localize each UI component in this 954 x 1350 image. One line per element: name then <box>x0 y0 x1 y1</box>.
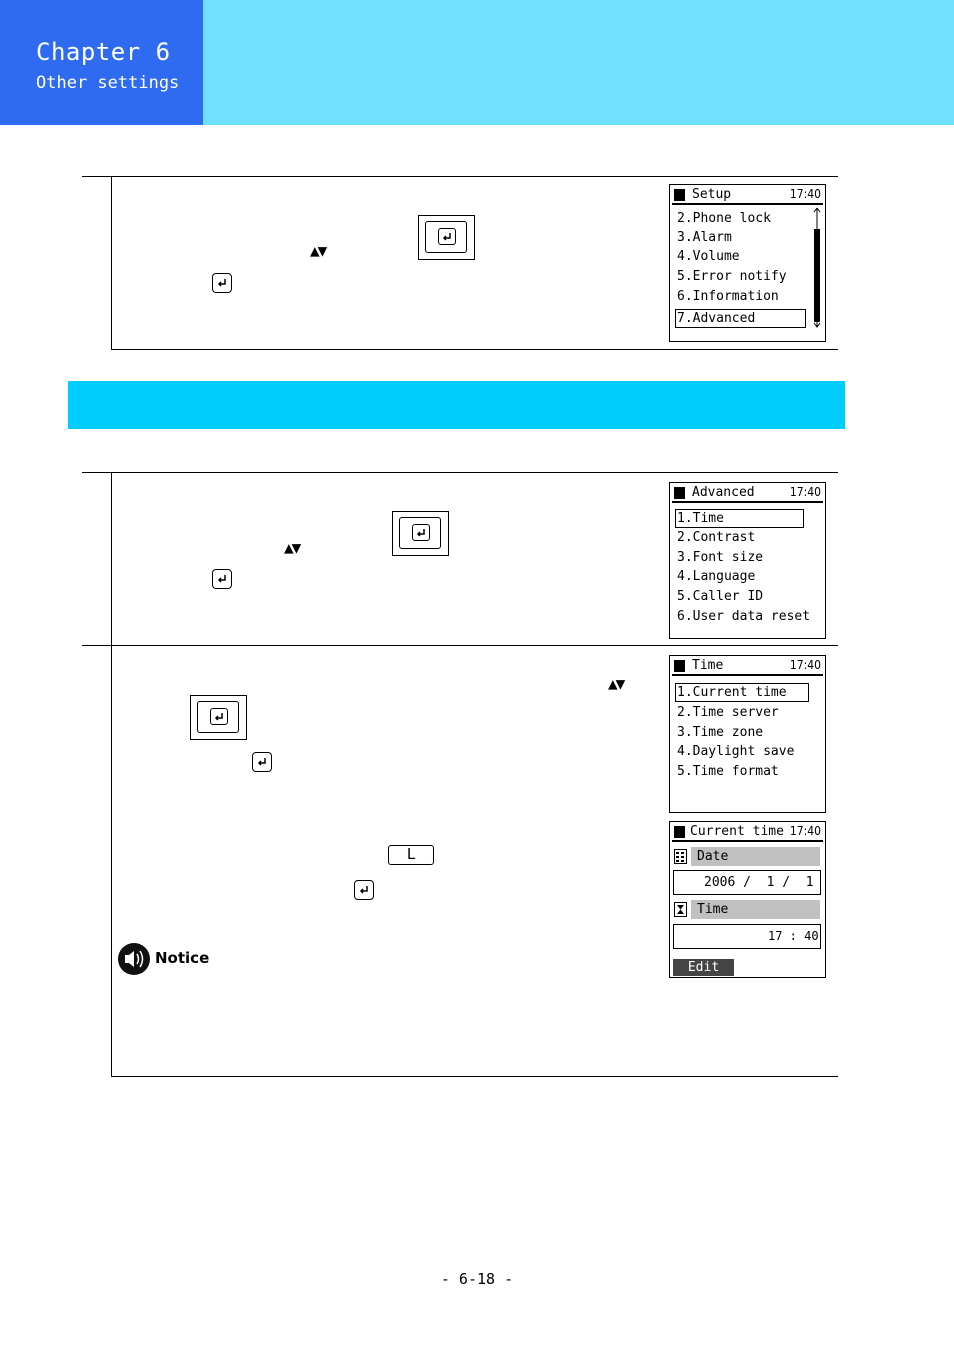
scrollbar <box>813 207 821 329</box>
screen-title: Current time <box>690 824 784 839</box>
menu-item: 5.Error notify <box>677 269 787 284</box>
menu-item: 3.Font size <box>677 550 764 565</box>
advanced-screen <box>669 482 826 639</box>
menu-item-selected: 1.Time <box>677 511 724 526</box>
step-box-divider <box>111 176 112 350</box>
updown-arrows-icon: ▲▼ <box>608 674 624 693</box>
time-label: Time <box>697 902 729 917</box>
menu-item: 3.Time zone <box>677 725 764 740</box>
step-box-top <box>82 472 838 473</box>
menu-item: 2.Contrast <box>677 530 756 545</box>
section-banner <box>68 381 845 429</box>
menu-item: 2.Time server <box>677 705 779 720</box>
screen-clock: 17:40 <box>789 824 821 838</box>
enter-key-icon <box>252 752 272 772</box>
menu-item: 6.User data reset <box>677 609 811 624</box>
menu-item-selected: 1.Current time <box>677 685 787 700</box>
time-screen <box>669 655 826 813</box>
chapter-tab <box>0 0 203 125</box>
updown-arrows-icon: ▲▼ <box>310 241 326 260</box>
menu-item: 4.Language <box>677 569 756 584</box>
step-box-divider <box>111 472 112 1077</box>
current-time-screen <box>669 821 826 978</box>
screen-title: Setup <box>692 187 732 202</box>
time-value: 17 : 40 <box>768 929 819 943</box>
menu-item: 2.Phone lock <box>677 211 771 226</box>
notice-badge <box>117 940 232 976</box>
edit-softkey: Edit <box>673 959 734 976</box>
menu-item: 6.Information <box>677 289 779 304</box>
screen-header <box>672 658 823 676</box>
calendar-icon <box>674 849 687 864</box>
speaker-icon <box>117 942 151 976</box>
l-key-icon: L <box>388 845 434 865</box>
step-box-bottom <box>111 1076 838 1077</box>
screen-clock: 17:40 <box>789 187 821 201</box>
menu-item: 4.Daylight save <box>677 744 795 759</box>
page-number: - 6-18 - <box>440 1270 514 1288</box>
step-separator <box>82 645 838 646</box>
screen-header <box>672 824 823 842</box>
menu-item: 4.Volume <box>677 249 740 264</box>
enter-key-icon <box>354 880 374 900</box>
chapter-title: Chapter 6 <box>36 38 171 66</box>
screen-title: Advanced <box>692 485 755 500</box>
updown-arrows-icon: ▲▼ <box>284 538 300 557</box>
notice-label: Notice <box>155 949 210 967</box>
screen-clock: 17:40 <box>789 485 821 499</box>
step-box-top <box>82 176 838 177</box>
menu-item: 3.Alarm <box>677 230 732 245</box>
step-box-bottom <box>111 349 838 350</box>
setup-screen <box>669 184 826 342</box>
navigation-key-icon <box>190 695 247 740</box>
screen-header <box>672 485 823 503</box>
screen-header <box>672 187 823 205</box>
enter-key-icon <box>212 569 232 589</box>
screen-title: Time <box>692 658 724 673</box>
hourglass-icon <box>674 902 687 917</box>
navigation-key-icon <box>392 511 449 556</box>
chapter-subtitle: Other settings <box>36 73 180 93</box>
enter-key-icon <box>212 273 232 293</box>
menu-item: 5.Caller ID <box>677 589 764 604</box>
menu-item-selected: 7.Advanced <box>677 311 756 326</box>
date-value: 2006 / 1 / 1 <box>704 875 814 890</box>
date-label: Date <box>697 849 729 864</box>
navigation-key-icon <box>418 215 475 260</box>
screen-clock: 17:40 <box>789 658 821 672</box>
menu-item: 5.Time format <box>677 764 779 779</box>
